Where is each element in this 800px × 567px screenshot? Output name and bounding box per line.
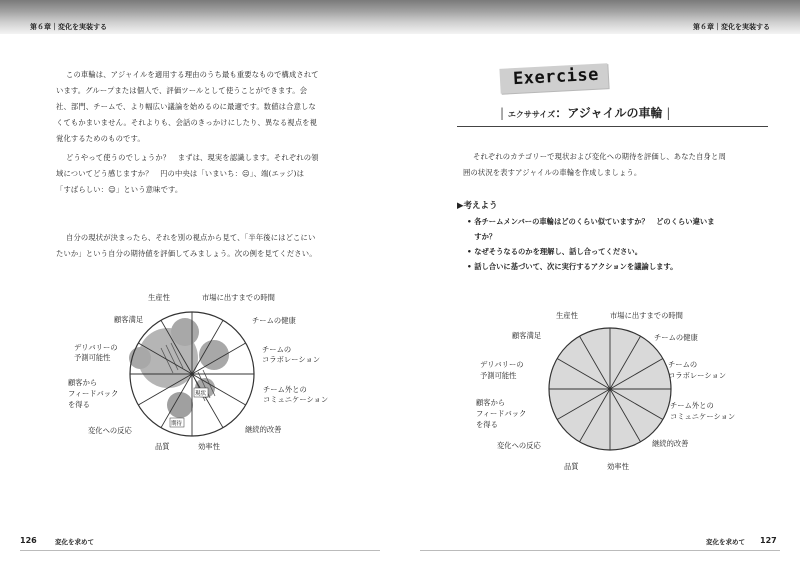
chapter-header: 第６章｜変化を実装する [30,23,107,31]
label-team-health: チームの健康 [252,316,296,325]
label-team-collab-1: チームの [668,360,698,369]
text-line: 囲の状況を表すアジャイルの車輪を作成しましょう。 [463,168,642,177]
text-line: どうやって使うのでしょうか？ まずは、現実を認識します。それぞれの領 [66,153,319,162]
footer-rule [20,550,380,551]
exercise-subtitle: エクササイズ [507,110,556,119]
text-line: 覚化するためのものです。 [56,134,145,143]
text-line: この車輪は、アジャイルを適用する理由のうち最も重要なもので構成されて [66,70,319,79]
future-marker: 期待 [171,421,183,427]
exercise-title-text: アジャイルの車輪 [567,106,663,120]
label-productivity: 生産性 [148,293,170,302]
label-customer-feedback-3: を得る [68,400,90,409]
current-state-shading [129,318,229,418]
label-team-health: チームの健康 [654,333,698,342]
think-heading: ▶考えよう [457,201,498,211]
exercise-word: Exercise [512,64,600,90]
label-customer-feedback-3: を得る [476,420,498,429]
text-line: たいか」という自分の期待値を評価してみましょう。次の例を見てください。 [56,249,317,258]
now-marker: 現状 [195,391,207,397]
label-efficiency: 効率性 [607,462,629,471]
label-customer-satisfaction: 顧客満足 [114,315,144,324]
page-number: 127 [760,536,777,545]
label-time-to-market: 市場に出すまでの時間 [202,293,275,302]
text-line: 「すばらしい：☺」という意味です。 [56,185,183,194]
label-time-to-market: 市場に出すまでの時間 [610,311,683,320]
text-line: それぞれのカテゴリーで現状および変化への期待を評価し、あなた自身と周 [473,152,726,161]
bullet-item: • 各チームメンバーの車輪はどのくらい似ていますか？ どのくらい違いま [467,217,715,226]
footer-text: 変化を求めて [706,538,745,546]
label-response-to-change: 変化への反応 [497,441,541,450]
text-line: 域についてどう感じますか？ 円の中央は「いまいち：☹」、端(エッジ)は [56,169,305,178]
bullet-item: • 話し合いに基づいて、次に実行するアクションを議論します。 [467,262,678,271]
label-continuous-improvement: 継続的改善 [652,439,689,448]
text-line: います。グループまたは個人で、評価ツールとして使うことができます。会 [56,86,308,95]
label-response-to-change: 変化への反応 [88,426,132,435]
label-team-collab-2: コラボレーション [262,355,321,364]
footer-text: 変化を求めて [55,538,94,546]
text-line: くてもかまいません。それよりも、会話のきっかけにしたり、異なる視点を視 [56,118,318,127]
text-line: 自分の現状が決まったら、それを別の視点から見て、「半年後にはどこにい [66,233,316,242]
bullet-item: • なぜそうなるのかを理解し、話し合ってください。 [467,247,643,256]
label-predictability-1: デリバリーの [74,343,118,352]
exercise-colon: ： [555,106,568,120]
chapter-header: 第６章｜変化を実装する [693,23,770,31]
label-team-collab-1: チームの [262,345,292,354]
text-line: 社、部門、チームで、より幅広い議論を始めるのに最適です。数値は合意しな [56,102,316,111]
page-number: 126 [20,536,37,545]
label-quality: 品質 [155,442,170,451]
label-external-comm-1: チーム外との [263,385,307,394]
label-customer-feedback-1: 顧客から [476,398,506,407]
wheel-spokes [130,312,254,436]
label-team-collab-2: コラボレーション [668,371,727,380]
label-customer-feedback-2: フィードバック [68,389,119,398]
right-page [400,0,800,567]
label-predictability-2: 予測可能性 [480,371,517,380]
label-continuous-improvement: 継続的改善 [245,425,282,434]
label-efficiency: 効率性 [198,442,220,451]
label-external-comm-2: コミュニケーション [670,412,736,421]
footer-rule [420,550,780,551]
bullet-item: すか？ [467,232,497,241]
label-predictability-2: 予測可能性 [74,353,111,362]
label-predictability-1: デリバリーの [480,360,524,369]
label-customer-feedback-1: 顧客から [68,378,98,387]
label-customer-feedback-2: フィードバック [476,409,527,418]
label-quality: 品質 [564,462,579,471]
exercise-title: | エクササイズ：アジャイルの車輪 | [500,106,671,120]
agile-wheel-blank [400,0,800,567]
label-productivity: 生産性 [556,311,578,320]
label-customer-satisfaction: 顧客満足 [512,331,542,340]
label-external-comm-1: チーム外との [670,401,714,410]
label-external-comm-2: コミュニケーション [263,395,329,404]
